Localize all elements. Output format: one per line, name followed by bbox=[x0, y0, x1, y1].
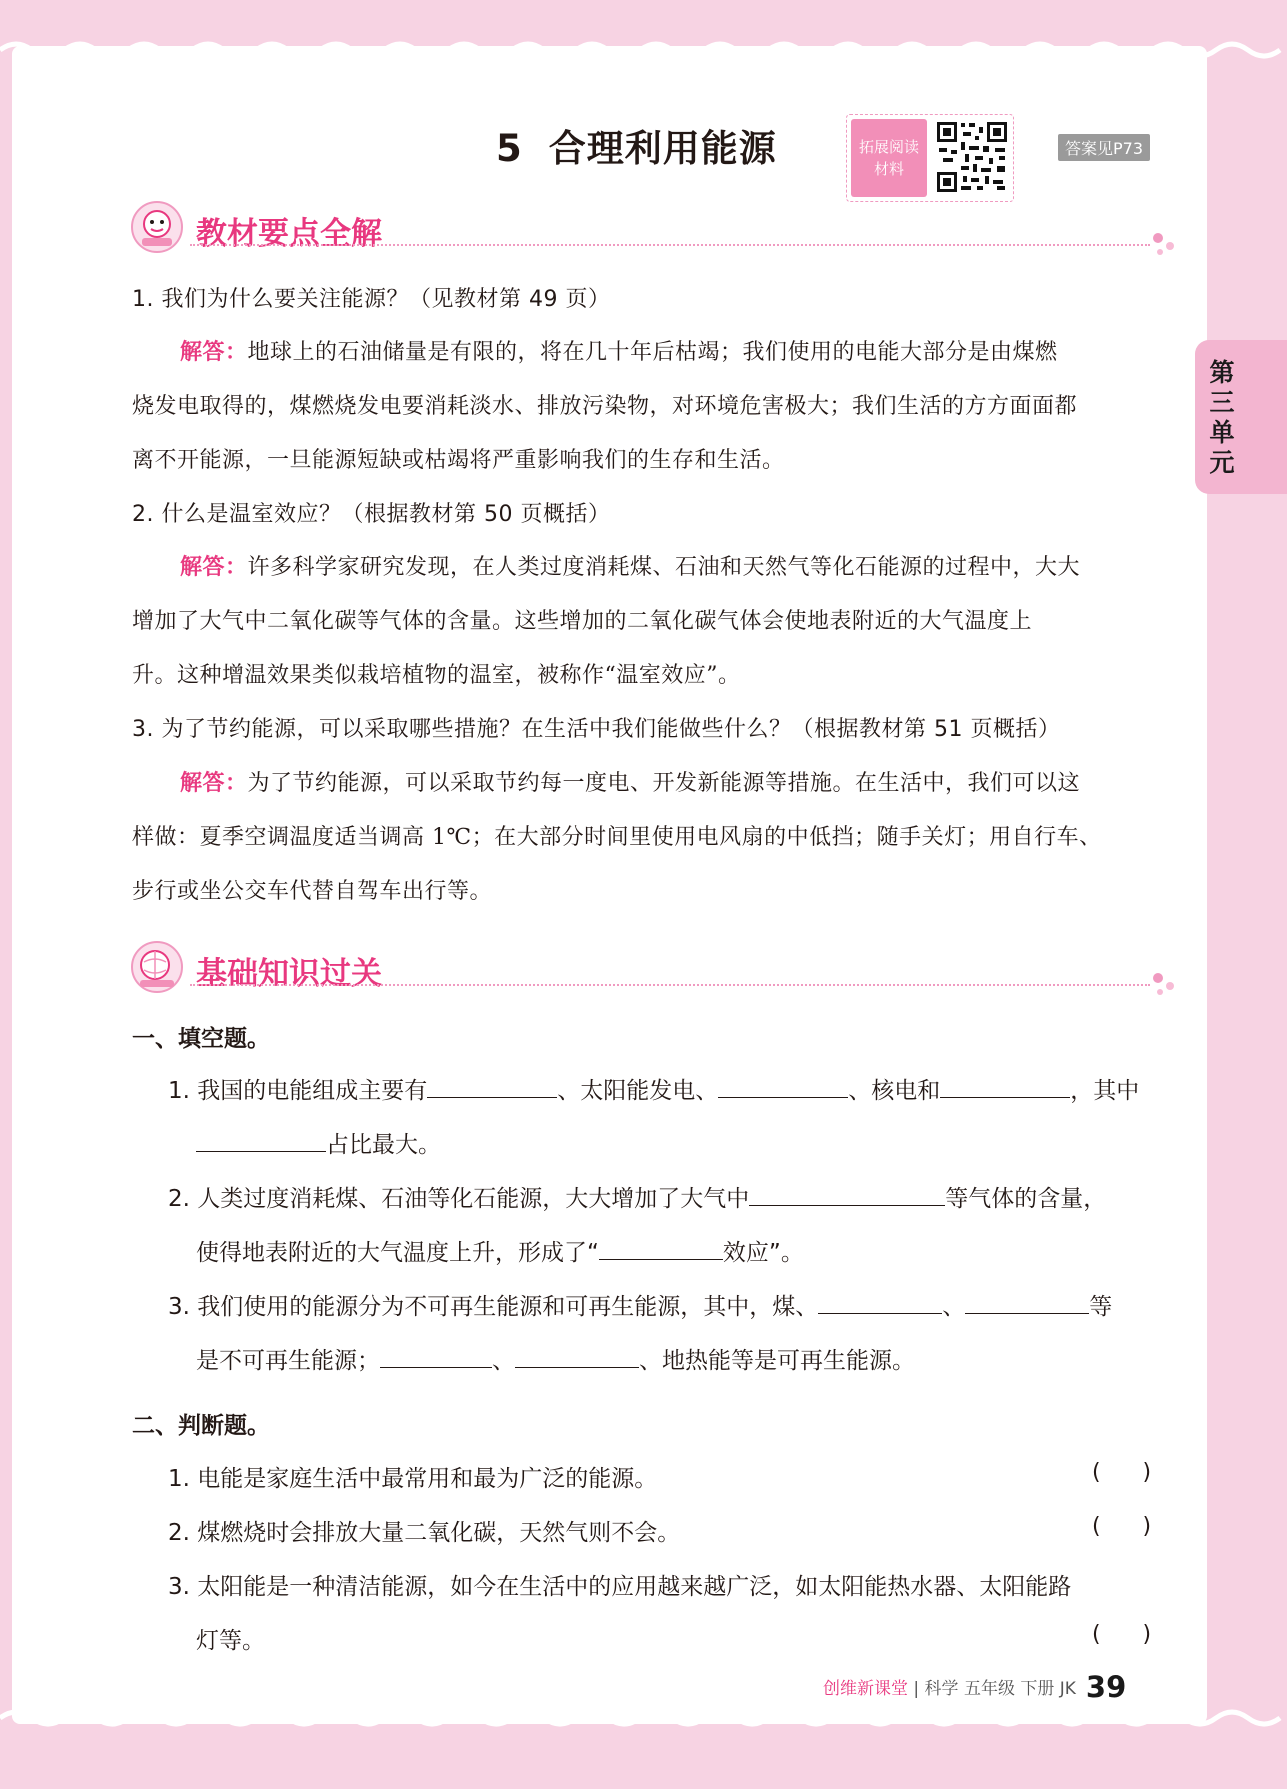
decorative-dots-icon bbox=[1148, 230, 1178, 260]
extended-reading-label-line1: 拓展阅读 bbox=[858, 138, 919, 156]
blank-field[interactable] bbox=[427, 1075, 557, 1098]
section-header-key-points bbox=[130, 200, 1170, 256]
answer-bracket[interactable]: ( ) bbox=[1092, 1622, 1152, 1647]
fill-question-1-line-1 bbox=[168, 1072, 1139, 1105]
lesson-title-text: 合理利用能源 bbox=[548, 127, 777, 170]
fill-1-text-a: 1. 我国的电能组成主要有 bbox=[168, 1078, 428, 1104]
blank-field[interactable] bbox=[196, 1129, 326, 1152]
fill-2-text-b: 等气体的含量， bbox=[945, 1186, 1107, 1212]
page-number: 39 bbox=[1085, 1670, 1127, 1704]
answer-bracket[interactable]: ( ) bbox=[1092, 1514, 1152, 1539]
answer-1-text-1: 地球上的石油储量是有限的，将在几十年后枯竭；我们使用的电能大部分是由煤燃 bbox=[247, 340, 1058, 365]
section-divider bbox=[190, 244, 1150, 246]
fill-1-text-c: 、核电和 bbox=[848, 1078, 941, 1104]
blank-field[interactable] bbox=[749, 1183, 945, 1206]
answer-3-text-1: 为了节约能源，可以采取节约每一度电、开发新能源等措施。在生活中，我们可以这 bbox=[247, 771, 1081, 796]
question-3: 3. 为了节约能源，可以采取哪些措施？在生活中我们能做些什么？（根据教材第 51 页概括） bbox=[132, 717, 1061, 742]
extended-reading-box[interactable] bbox=[846, 114, 1014, 202]
blank-field[interactable] bbox=[818, 1291, 942, 1314]
fill-3-text-a: 3. 我们使用的能源分为不可再生能源和可再生能源，其中，煤、 bbox=[168, 1294, 819, 1320]
part-title-fill-blank: 一、填空题。 bbox=[132, 1026, 270, 1052]
answer-3-line-3: 步行或坐公交车代替自驾车出行等。 bbox=[132, 879, 493, 904]
answer-1-line-1 bbox=[180, 335, 1058, 366]
blank-field[interactable] bbox=[940, 1075, 1070, 1098]
lesson-title bbox=[496, 118, 777, 172]
judge-question-1: 1. 电能是家庭生活中最常用和最为广泛的能源。 bbox=[168, 1466, 658, 1492]
footer-info: | 科学 五年级 下册 JK bbox=[913, 1679, 1076, 1699]
part-title-true-false: 二、判断题。 bbox=[132, 1413, 270, 1439]
question-2: 2. 什么是温室效应？（根据教材第 50 页概括） bbox=[132, 502, 611, 527]
fill-2-text-a: 2. 人类过度消耗煤、石油等化石能源，大大增加了大气中 bbox=[168, 1186, 750, 1212]
extended-reading-label-line2: 材料 bbox=[873, 160, 904, 178]
fill-question-1-line-2 bbox=[196, 1126, 441, 1159]
fill-2-text-d: 效应”。 bbox=[722, 1240, 804, 1266]
answer-3-line-2: 样做：夏季空调温度适当调高 1℃；在大部分时间里使用电风扇的中低挡；随手关灯；用自行车、 bbox=[132, 825, 1102, 850]
answer-label: 解答： bbox=[180, 340, 248, 365]
fill-1-text-b: 、太阳能发电、 bbox=[557, 1078, 719, 1104]
lesson-number: 5 bbox=[496, 127, 523, 170]
answer-reference-badge: 答案见P73 bbox=[1058, 134, 1150, 161]
answer-label: 解答： bbox=[180, 771, 248, 796]
blank-field[interactable] bbox=[718, 1075, 848, 1098]
mascot-icon bbox=[130, 200, 184, 254]
fill-3-text-f: 、地热能等是可再生能源。 bbox=[639, 1348, 915, 1374]
blank-field[interactable] bbox=[965, 1291, 1089, 1314]
fill-3-text-c: 等 bbox=[1089, 1294, 1113, 1320]
page-footer bbox=[823, 1670, 1126, 1704]
answer-2-text-1: 许多科学家研究发现，在人类过度消耗煤、石油和天然气等化石能源的过程中，大大 bbox=[247, 555, 1081, 580]
extended-reading-label bbox=[851, 119, 927, 197]
fill-question-3-line-2 bbox=[196, 1342, 915, 1375]
section-divider bbox=[190, 984, 1150, 986]
blank-field[interactable] bbox=[380, 1345, 492, 1368]
answer-2-line-1 bbox=[180, 550, 1080, 581]
blank-field[interactable] bbox=[599, 1237, 723, 1260]
answer-3-line-1 bbox=[180, 766, 1080, 797]
fill-3-text-d: 是不可再生能源； bbox=[196, 1348, 380, 1374]
section-title-key-points: 教材要点全解 bbox=[196, 216, 382, 252]
fill-3-text-b: 、 bbox=[942, 1294, 966, 1320]
question-1: 1. 我们为什么要关注能源？（见教材第 49 页） bbox=[132, 287, 611, 312]
answer-1-line-2: 烧发电取得的，煤燃烧发电要消耗淡水、排放污染物，对环境危害极大；我们生活的方方面面都 bbox=[132, 394, 1078, 419]
judge-question-2: 2. 煤燃烧时会排放大量二氧化碳，天然气则不会。 bbox=[168, 1520, 681, 1546]
globe-mascot-icon bbox=[130, 940, 184, 994]
fill-question-3-line-1 bbox=[168, 1288, 1112, 1321]
answer-2-line-3: 升。这种增温效果类似栽培植物的温室，被称作“温室效应”。 bbox=[132, 663, 741, 688]
fill-1-text-d: ，其中 bbox=[1070, 1078, 1140, 1104]
fill-3-text-e: 、 bbox=[492, 1348, 515, 1374]
fill-1-text-e: 占比最大。 bbox=[326, 1132, 441, 1158]
answer-bracket[interactable]: ( ) bbox=[1092, 1460, 1152, 1485]
answer-label: 解答： bbox=[180, 555, 248, 580]
fill-question-2-line-2 bbox=[196, 1234, 804, 1267]
decorative-dots-icon bbox=[1148, 970, 1178, 1000]
answer-2-line-2: 增加了大气中二氧化碳等气体的含量。这些增加的二氧化碳气体会使地表附近的大气温度上 bbox=[132, 609, 1033, 634]
qr-code-icon[interactable] bbox=[935, 120, 1009, 194]
judge-question-3-line-2: 灯等。 bbox=[196, 1628, 265, 1654]
section-header-basic-knowledge bbox=[130, 940, 1170, 996]
footer-brand: 创维新课堂 bbox=[823, 1679, 908, 1699]
answer-1-line-3: 离不开能源，一旦能源短缺或枯竭将严重影响我们的生存和生活。 bbox=[132, 448, 785, 473]
decorative-wave-bottom bbox=[0, 1700, 1287, 1740]
blank-field[interactable] bbox=[515, 1345, 639, 1368]
unit-side-tab bbox=[1195, 340, 1287, 494]
section-title-basic-knowledge: 基础知识过关 bbox=[196, 956, 382, 992]
judge-question-3-line-1: 3. 太阳能是一种清洁能源，如今在生活中的应用越来越广泛，如太阳能热水器、太阳能路 bbox=[168, 1574, 1072, 1600]
unit-side-tab-label: 第三单元 bbox=[1209, 358, 1235, 477]
fill-2-text-c: 使得地表附近的大气温度上升，形成了“ bbox=[196, 1240, 599, 1266]
fill-question-2-line-1 bbox=[168, 1180, 1106, 1213]
